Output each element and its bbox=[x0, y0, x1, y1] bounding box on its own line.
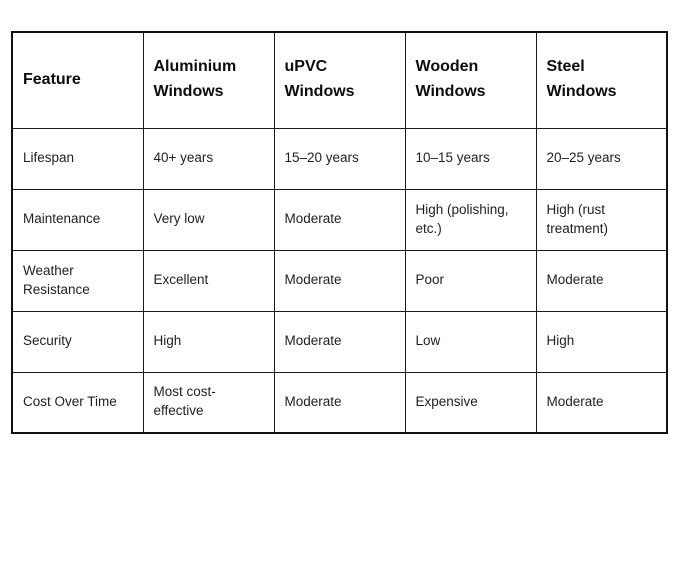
table-row-weather-resistance bbox=[12, 250, 667, 311]
table-cell: Most cost-effective bbox=[143, 372, 274, 433]
column-header-wooden-windows: Wooden Windows bbox=[405, 32, 536, 128]
table-row-maintenance bbox=[12, 189, 667, 250]
table-cell: 10–15 years bbox=[405, 128, 536, 189]
table-header bbox=[12, 32, 667, 128]
table-body bbox=[12, 128, 667, 433]
column-header-aluminium-windows: Aluminium Windows bbox=[143, 32, 274, 128]
table-cell: Poor bbox=[405, 250, 536, 311]
feature-label: Cost Over Time bbox=[12, 372, 143, 433]
table-row-security bbox=[12, 311, 667, 372]
table-cell: Moderate bbox=[274, 311, 405, 372]
feature-label: Security bbox=[12, 311, 143, 372]
table-row-lifespan bbox=[12, 128, 667, 189]
table-cell: Moderate bbox=[274, 372, 405, 433]
table-cell: Moderate bbox=[536, 250, 667, 311]
feature-label: Weather Resistance bbox=[12, 250, 143, 311]
table-cell: High bbox=[536, 311, 667, 372]
table-cell: High (polishing, etc.) bbox=[405, 189, 536, 250]
column-header-upvc-windows: uPVC Windows bbox=[274, 32, 405, 128]
table-cell: 40+ years bbox=[143, 128, 274, 189]
table-cell: 15–20 years bbox=[274, 128, 405, 189]
table-cell: Very low bbox=[143, 189, 274, 250]
table-cell: Moderate bbox=[274, 250, 405, 311]
table-cell: Moderate bbox=[274, 189, 405, 250]
column-header-feature: Feature bbox=[12, 32, 143, 128]
table-cell: Excellent bbox=[143, 250, 274, 311]
table-cell: High bbox=[143, 311, 274, 372]
header-row bbox=[12, 32, 667, 128]
feature-label: Lifespan bbox=[12, 128, 143, 189]
table-cell: Moderate bbox=[536, 372, 667, 433]
table-cell: 20–25 years bbox=[536, 128, 667, 189]
table-cell: High (rust treatment) bbox=[536, 189, 667, 250]
window-comparison-table bbox=[11, 31, 668, 434]
column-header-steel-windows: Steel Windows bbox=[536, 32, 667, 128]
table-cell: Low bbox=[405, 311, 536, 372]
table-cell: Expensive bbox=[405, 372, 536, 433]
feature-label: Maintenance bbox=[12, 189, 143, 250]
table-row-cost-over-time bbox=[12, 372, 667, 433]
